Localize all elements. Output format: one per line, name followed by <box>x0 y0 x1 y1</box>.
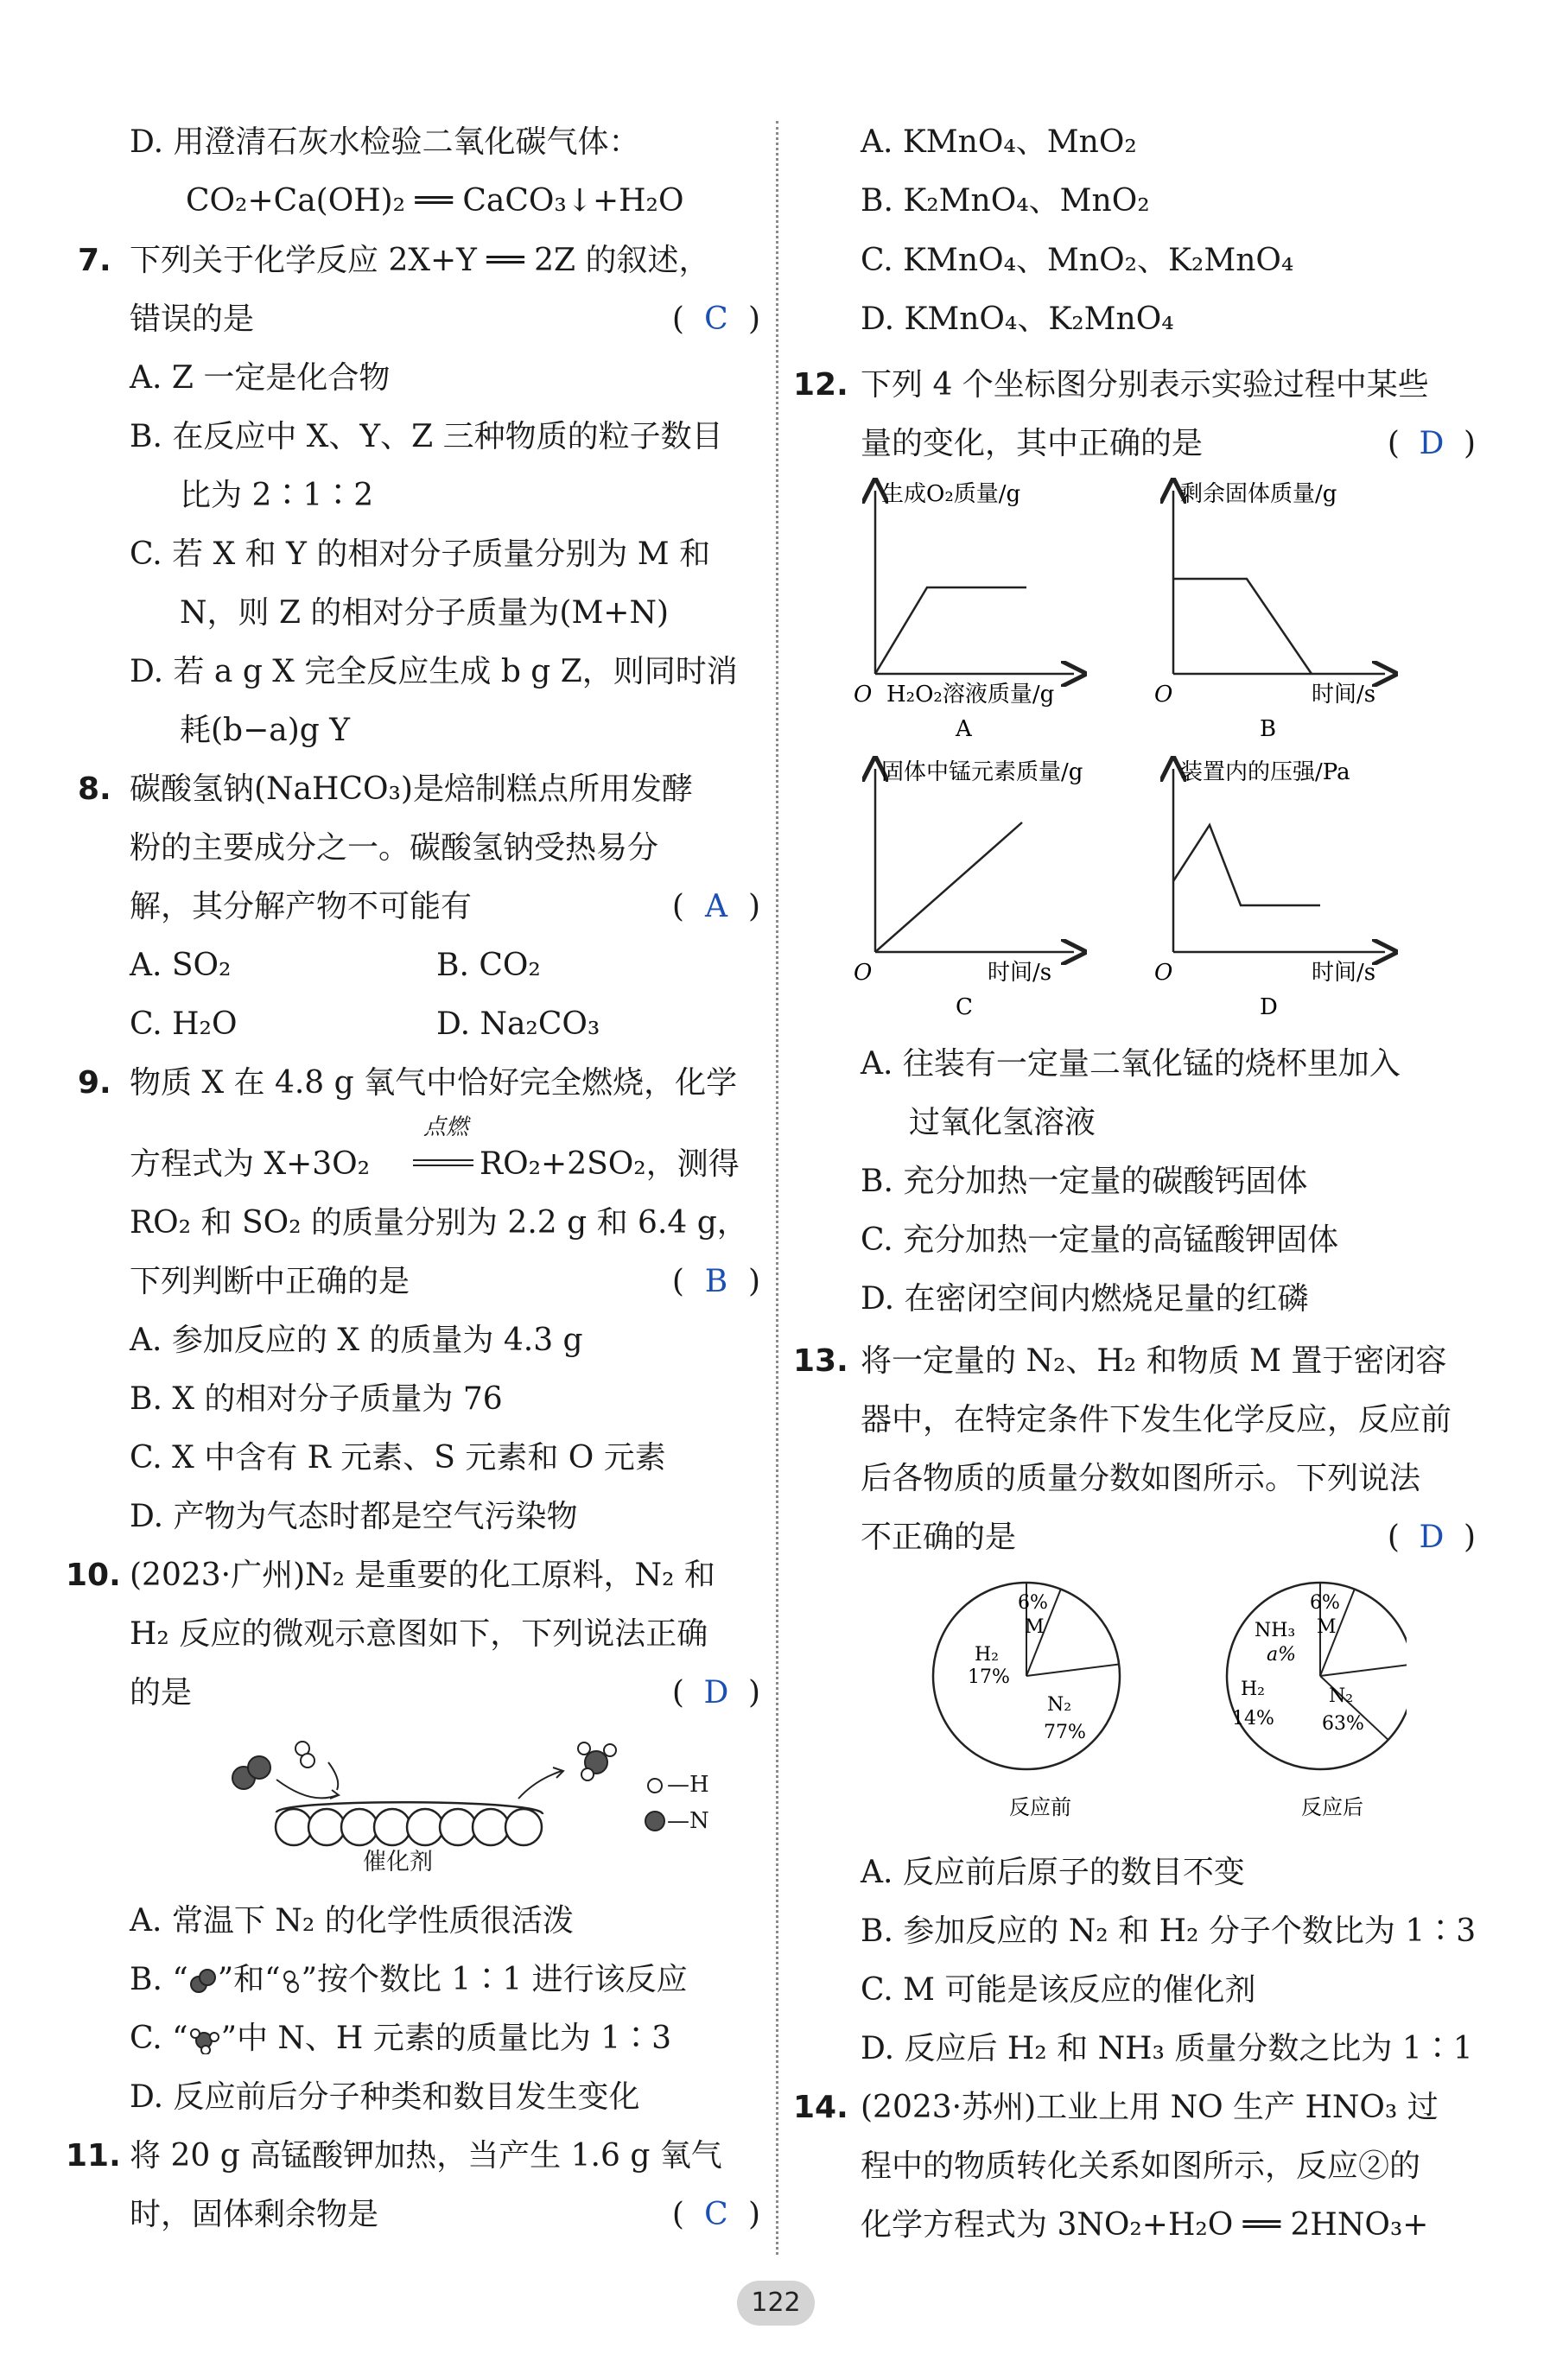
graph-d <box>1173 769 1385 952</box>
graph-a-caption: A <box>956 716 972 742</box>
graph-c-xlabel: 时间/s <box>988 960 1052 986</box>
q7-option-a: A. Z 一定是化合物 <box>130 360 391 396</box>
pie-after-h2-pct: 14% <box>1232 1708 1274 1729</box>
nh3-molecule-icon <box>578 1742 616 1780</box>
graph-c-curve <box>875 822 1022 952</box>
q8-stem-2: 粉的主要成分之一。碳酸氢钠受热易分 <box>130 830 659 866</box>
reaction-arrow-icon <box>276 1780 337 1798</box>
q7-option-b-2: 比为 2∶1∶2 <box>180 478 374 513</box>
n2-molecule-icon <box>232 1756 270 1789</box>
q13-option-d: D. 反应后 H₂ 和 NH₃ 质量分数之比为 1∶1 <box>861 2031 1473 2066</box>
q10-option-c-suffix: ”中 N、H 元素的质量比为 1∶3 <box>220 2021 672 2056</box>
q8-option-a: A. SO₂ <box>130 948 232 983</box>
pie-before-m-pct: 6% <box>1018 1592 1048 1614</box>
q12-option-d: D. 在密闭空间内燃烧足量的红磷 <box>861 1281 1309 1317</box>
graph-b <box>1173 491 1385 674</box>
q12-stem: 下列 4 个坐标图分别表示实验过程中某些 <box>861 367 1429 403</box>
graph-c-ylabel: 固体中锰元素质量/g <box>881 759 1083 785</box>
graph-b-origin: O <box>1154 682 1173 708</box>
graph-d-caption: D <box>1260 994 1278 1020</box>
pie-before-m: M <box>1025 1616 1045 1638</box>
graph-c-origin: O <box>854 960 873 986</box>
q11-option-b: B. K₂MnO₄、MnO₂ <box>861 183 1150 219</box>
q11-option-c: C. KMnO₄、MnO₂、K₂MnO₄ <box>861 243 1294 278</box>
q10-answer: ( D ) <box>672 1669 760 1717</box>
q13-answer: ( D ) <box>1388 1514 1476 1562</box>
graph-a <box>875 491 1074 674</box>
graph-a-origin: O <box>854 682 873 708</box>
pie-after-m: M <box>1317 1616 1337 1638</box>
q10-stem: (2023·广州)N₂ 是重要的化工原料，N₂ 和 <box>130 1558 715 1593</box>
q9-number: 9. <box>78 1065 111 1101</box>
q7-option-d-2: 耗(b−a)g Y <box>180 713 351 748</box>
graph-d-curve <box>1173 825 1320 905</box>
q13-option-c: C. M 可能是该反应的催化剂 <box>861 1972 1256 2008</box>
q8-number: 8. <box>78 771 111 807</box>
q10-option-c <box>130 2015 671 2063</box>
graph-d-origin: O <box>1154 960 1173 986</box>
graph-d-ylabel: 装置内的压强/Pa <box>1180 759 1350 785</box>
legend-h-icon <box>648 1779 662 1793</box>
legend-n-icon <box>645 1812 664 1831</box>
q13-option-a: A. 反应前后原子的数目不变 <box>861 1855 1245 1890</box>
page-number: 122 <box>737 2281 815 2326</box>
q7-stem: 下列关于化学反应 2X+Y ══ 2Z 的叙述， <box>130 243 710 278</box>
pie-after-n2: N₂ <box>1329 1685 1354 1707</box>
q8-answer-letter: A <box>704 889 727 924</box>
pie-after-nh3: NH₃ <box>1255 1620 1296 1641</box>
q12-answer: ( D ) <box>1388 420 1476 468</box>
q8-stem: 碳酸氢钠(NaHCO₃)是焙制糕点所用发酵 <box>130 771 693 807</box>
n2-molecule-icon <box>188 1969 218 1995</box>
q9-answer: ( B ) <box>672 1258 760 1306</box>
q9-option-b: B. X 的相对分子质量为 76 <box>130 1381 503 1417</box>
q8-option-d: D. Na₂CO₃ <box>436 1006 600 1042</box>
q7-option-d: D. 若 a g X 完全反应生成 b g Z，则同时消 <box>130 654 738 689</box>
q7-option-b: B. 在反应中 X、Y、Z 三种物质的粒子数目 <box>130 419 723 454</box>
q10-option-c-prefix: C. “ <box>130 2021 188 2056</box>
pie-before-n2-pct: 77% <box>1044 1722 1086 1743</box>
pie-after-nh3-pct: a% <box>1267 1644 1297 1666</box>
h2-molecule-icon <box>281 1969 302 1995</box>
graph-b-xlabel: 时间/s <box>1312 682 1376 708</box>
q10-option-a: A. 常温下 N₂ 的化学性质很活泼 <box>130 1903 574 1939</box>
q9-stem-3: RO₂ 和 SO₂ 的质量分别为 2.2 g 和 6.4 g， <box>130 1205 748 1241</box>
q8-answer: ( A ) <box>672 883 760 931</box>
pie-after-caption: 反应后 <box>1301 1795 1363 1819</box>
q9-option-a: A. 参加反应的 X 的质量为 4.3 g <box>130 1323 583 1358</box>
q7-option-c: C. 若 X 和 Y 的相对分子质量分别为 M 和 <box>130 536 711 572</box>
q8-option-c: C. H₂O <box>130 1006 238 1042</box>
q12-number: 12. <box>793 367 848 403</box>
graph-b-ylabel: 剩余固体质量/g <box>1180 481 1337 507</box>
q9-arrow-line <box>413 1159 473 1161</box>
q10-option-d: D. 反应前后分子种类和数目发生变化 <box>130 2079 640 2115</box>
q9-stem-2a: 方程式为 X+3O₂ <box>130 1146 371 1182</box>
q10-stem-3: 的是 <box>130 1675 193 1710</box>
q7-answer-letter: C <box>704 301 728 337</box>
q9-answer-letter: B <box>704 1264 728 1299</box>
q10-option-b <box>130 1956 688 2004</box>
q12-stem-2: 量的变化，其中正确的是 <box>861 426 1204 461</box>
q13-pie-charts <box>923 1572 1407 1840</box>
q12-option-a-2: 过氧化氢溶液 <box>909 1105 1096 1140</box>
q8-option-b: B. CO₂ <box>436 948 541 983</box>
q10-micro-diagram <box>225 1736 708 1883</box>
q7-option-c-2: N，则 Z 的相对分子质量为(M+N) <box>180 595 670 631</box>
pie-before-h2: H₂ <box>975 1644 1000 1666</box>
q9-option-d: D. 产物为气态时都是空气污染物 <box>130 1499 578 1534</box>
q11-option-d: D. KMnO₄、K₂MnO₄ <box>861 301 1174 337</box>
pie-before-caption: 反应前 <box>1009 1795 1071 1819</box>
pie-after-m-pct: 6% <box>1310 1592 1340 1614</box>
h2-molecule-icon <box>295 1742 314 1768</box>
column-divider <box>776 121 778 2255</box>
q11-stem-2: 时，固体剩余物是 <box>130 2197 379 2232</box>
legend-h-label: —H <box>667 1772 709 1798</box>
q14-number: 14. <box>793 2090 848 2125</box>
pie-before-n2: N₂ <box>1047 1694 1072 1716</box>
q14-stem-3: 化学方程式为 3NO₂+H₂O ══ 2HNO₃+ <box>861 2207 1429 2243</box>
graph-b-caption: B <box>1260 716 1277 742</box>
q12-answer-letter: D <box>1419 426 1445 461</box>
q13-stem-3: 后各物质的质量分数如图所示。下列说法 <box>861 1461 1421 1496</box>
nh3-molecule-icon <box>188 2027 221 2054</box>
q10-answer-letter: D <box>703 1675 729 1710</box>
q14-stem: (2023·苏州)工业上用 NO 生产 HNO₃ 过 <box>861 2090 1439 2125</box>
q13-answer-letter: D <box>1419 1520 1445 1555</box>
graph-b-curve <box>1173 579 1312 674</box>
q7-stem-2: 错误的是 <box>130 301 255 337</box>
graph-d-xlabel: 时间/s <box>1312 960 1376 986</box>
q9-condition: 点燃 <box>423 1114 469 1140</box>
pie-after-n2-pct: 63% <box>1322 1713 1364 1735</box>
graph-a-xlabel: H₂O₂溶液质量/g <box>886 682 1055 708</box>
q11-option-a: A. KMnO₄、MnO₂ <box>861 124 1137 160</box>
q10-number: 10. <box>66 1558 121 1593</box>
graph-c <box>875 769 1074 952</box>
q14-stem-2: 程中的物质转化关系如图所示，反应②的 <box>861 2148 1421 2184</box>
q11-number: 11. <box>66 2138 121 2174</box>
pie-after-h2: H₂ <box>1241 1679 1266 1700</box>
q10-option-b-suffix: ”按个数比 1∶1 进行该反应 <box>301 1962 688 1997</box>
product-arrow-icon <box>518 1771 562 1799</box>
q6-option-d: D. 用澄清石灰水检验二氧化碳气体： <box>130 124 640 160</box>
q12-graphs <box>845 475 1398 1037</box>
q12-option-b: B. 充分加热一定量的碳酸钙固体 <box>861 1164 1308 1199</box>
q13-number: 13. <box>793 1343 848 1379</box>
q12-option-c: C. 充分加热一定量的高锰酸钾固体 <box>861 1222 1339 1258</box>
q9-arrow-line-2 <box>413 1165 473 1166</box>
catalyst-label: 催化剂 <box>363 1849 433 1875</box>
q13-stem-4: 不正确的是 <box>861 1520 1017 1555</box>
legend-n-label: —N <box>667 1808 709 1834</box>
pie-before-h2-pct: 17% <box>968 1666 1010 1688</box>
q6-equation: CO₂+Ca(OH)₂ ══ CaCO₃↓+H₂O <box>186 183 684 219</box>
q13-stem: 将一定量的 N₂、H₂ 和物质 M 置于密闭容 <box>861 1343 1447 1379</box>
q13-option-b: B. 参加反应的 N₂ 和 H₂ 分子个数比为 1∶3 <box>861 1914 1477 1949</box>
q11-answer-letter: C <box>704 2197 728 2232</box>
q8-stem-3: 解，其分解产物不可能有 <box>130 889 473 924</box>
graph-a-ylabel: 生成O₂质量/g <box>881 481 1021 507</box>
q11-stem: 将 20 g 高锰酸钾加热，当产生 1.6 g 氧气 <box>130 2138 722 2174</box>
graph-a-curve <box>875 587 1026 674</box>
q9-stem: 物质 X 在 4.8 g 氧气中恰好完全燃烧，化学 <box>130 1065 738 1101</box>
q10-stem-2: H₂ 反应的微观示意图如下，下列说法正确 <box>130 1616 708 1652</box>
q10-option-b-prefix: B. “ <box>130 1962 188 1997</box>
graph-c-caption: C <box>956 994 973 1020</box>
q9-stem-2b: RO₂+2SO₂，测得 <box>480 1146 740 1182</box>
q9-stem-4: 下列判断中正确的是 <box>130 1264 410 1299</box>
q10-option-b-mid: ”和“ <box>217 1962 281 1997</box>
q12-option-a: A. 往装有一定量二氧化锰的烧杯里加入 <box>861 1046 1401 1082</box>
q13-stem-2: 器中，在特定条件下发生化学反应，反应前 <box>861 1402 1452 1438</box>
q11-answer: ( C ) <box>672 2191 760 2239</box>
q7-answer: ( C ) <box>672 295 760 344</box>
q7-number: 7. <box>78 243 111 278</box>
q9-option-c: C. X 中含有 R 元素、S 元素和 O 元素 <box>130 1440 666 1476</box>
